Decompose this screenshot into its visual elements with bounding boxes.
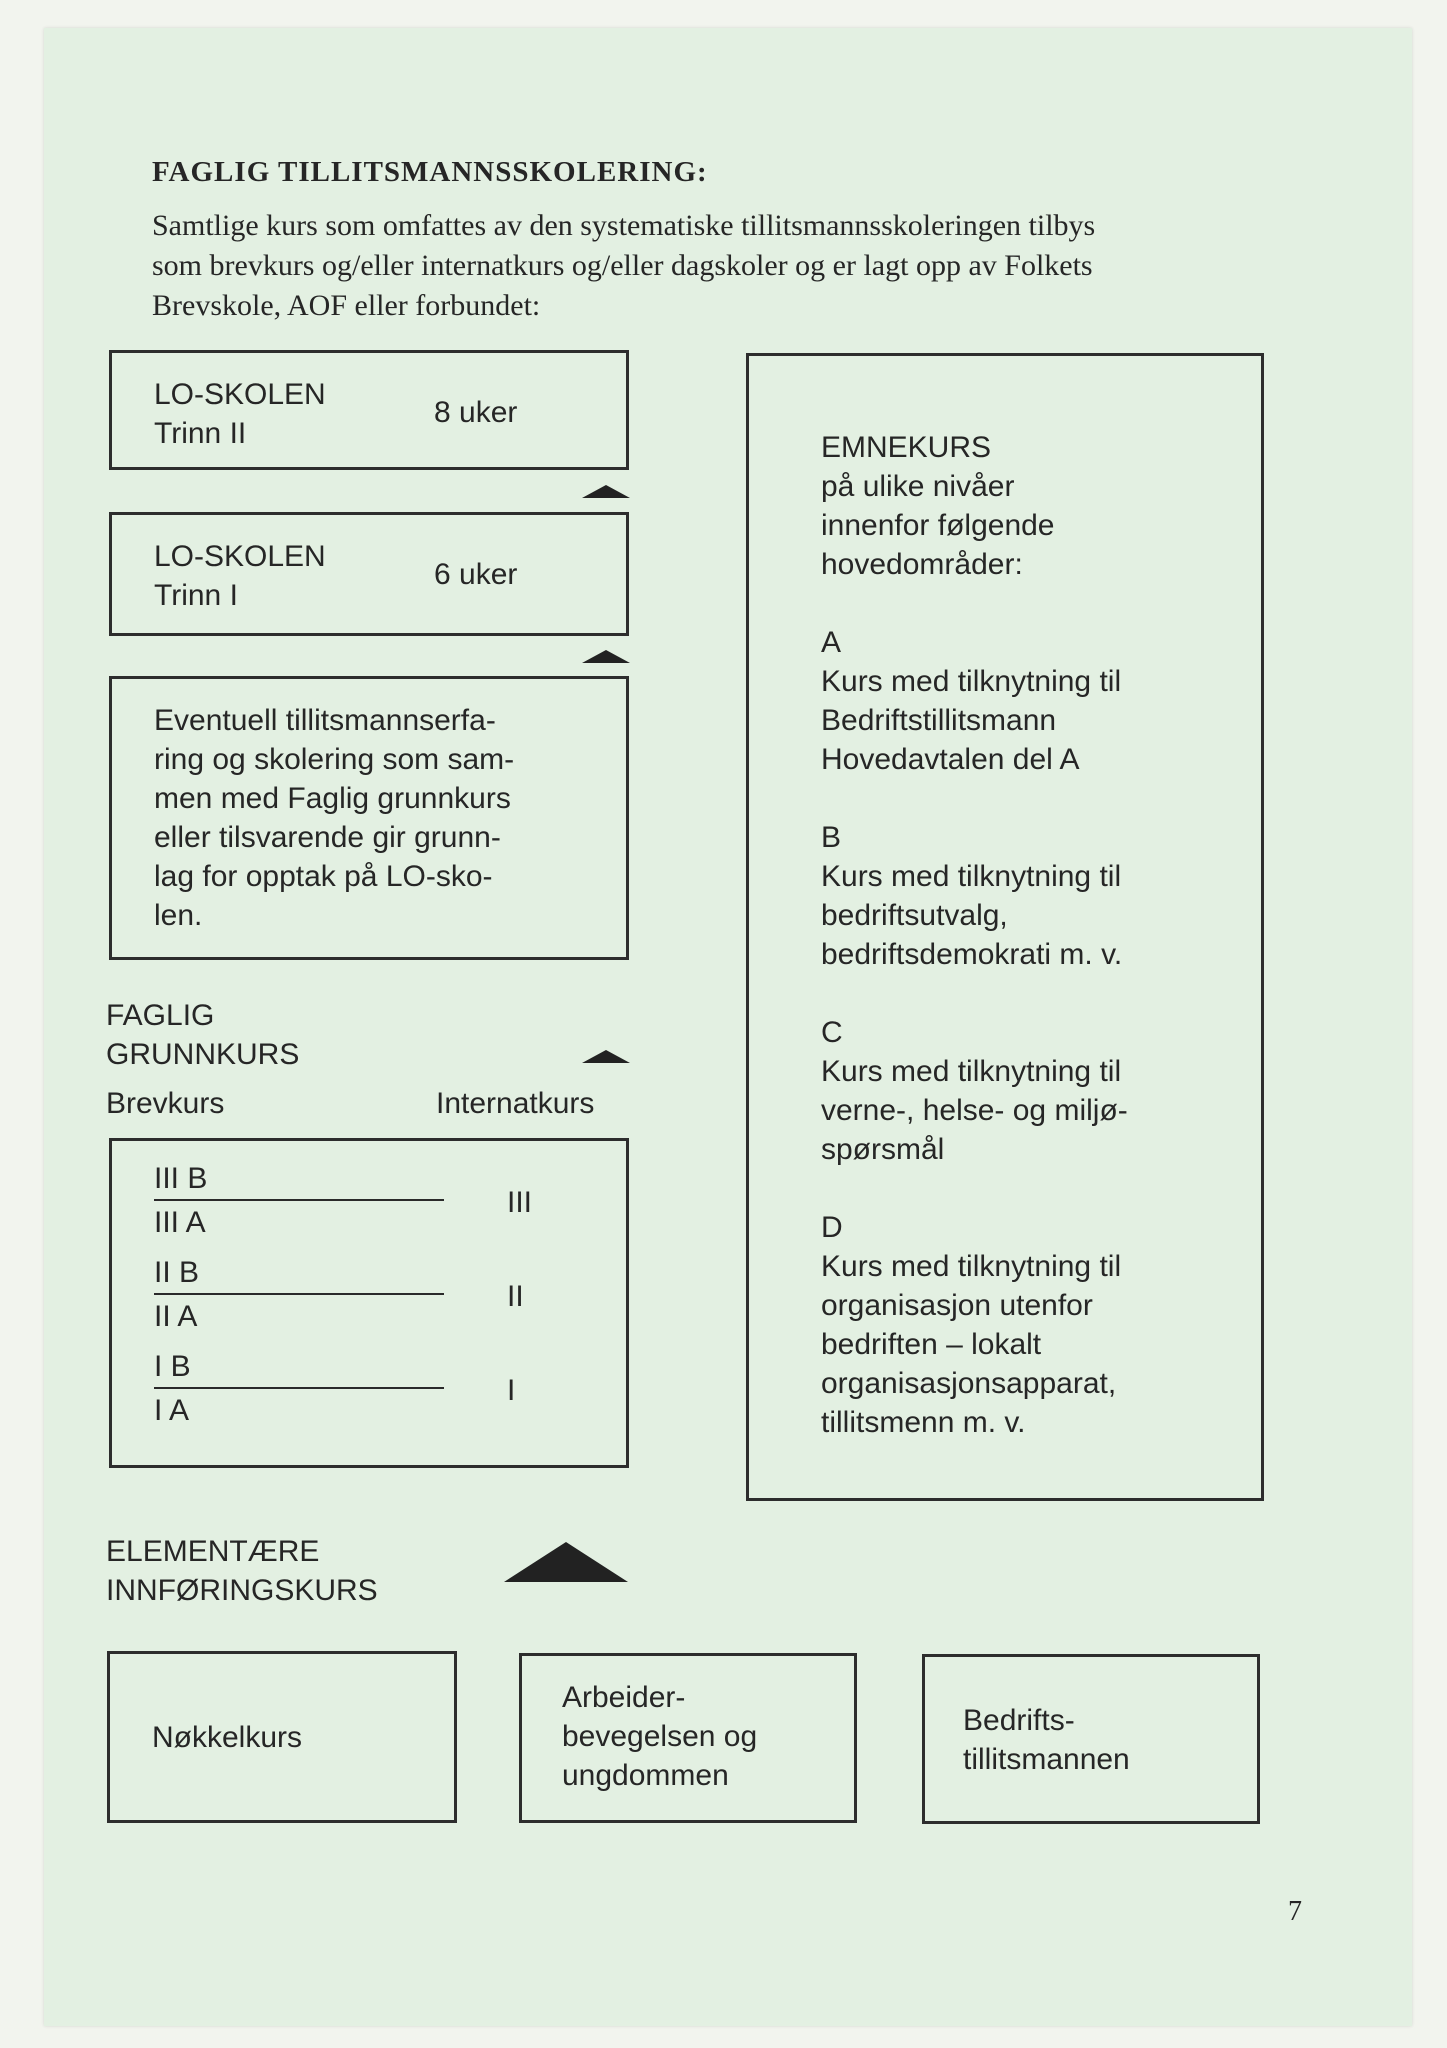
internatkurs-label: Internatkurs	[436, 1087, 595, 1120]
internat-level: III	[507, 1186, 533, 1219]
emnekurs-line: hovedområder:	[821, 548, 1023, 581]
page-number: 7	[1288, 1896, 1302, 1927]
lo-skolen-duration: 6 uker	[434, 558, 518, 591]
section-line: organisasjon utenfor	[821, 1289, 1093, 1322]
emnekurs-box	[746, 353, 1264, 1501]
bedriftstillitsmannen-box	[922, 1654, 1260, 1824]
internat-level: II	[507, 1280, 524, 1313]
intro-line: Brevskole, AOF eller forbundet:	[152, 289, 541, 322]
brevkurs-label: Brevkurs	[106, 1087, 225, 1120]
section-letter: B	[821, 821, 842, 854]
emnekurs-line: innenfor følgende	[821, 509, 1055, 542]
lo-skolen-level: Trinn II	[154, 417, 247, 450]
lo-skolen-title: LO-SKOLEN	[154, 378, 326, 411]
level-lower: I A	[154, 1394, 190, 1427]
lo-skolen-trinn2-box	[109, 350, 629, 470]
box-line: ungdommen	[562, 1759, 729, 1792]
section-line: bedriftsdemokrati m. v.	[821, 938, 1123, 971]
arrow-up-icon	[582, 485, 630, 498]
section-line: Bedriftstillitsmann	[821, 704, 1057, 737]
elementaere-line2: INNFØRINGSKURS	[106, 1574, 378, 1607]
level-upper: III B	[154, 1162, 208, 1195]
intro-paragraph	[152, 206, 1352, 326]
section-line: bedriften – lokalt	[821, 1328, 1042, 1361]
section-line: Hovedavtalen del A	[821, 743, 1080, 776]
eventuell-line: men med Faglig grunnkurs	[154, 782, 511, 815]
section-line: bedriftsutvalg,	[821, 899, 1008, 932]
arbeiderbevegelsen-box	[519, 1653, 857, 1823]
arbeiderbevegelsen-text	[562, 1678, 757, 1795]
eventuell-box	[109, 676, 629, 960]
level-upper: I B	[154, 1350, 191, 1383]
eventuell-line: Eventuell tillitsmannserfa-	[154, 704, 496, 737]
section-line: tillitsmenn m. v.	[821, 1406, 1026, 1439]
grunnkurs-box	[109, 1138, 629, 1468]
box-line: Arbeider-	[562, 1681, 686, 1714]
page-heading: FAGLIG TILLITSMANNSSKOLERING:	[152, 156, 708, 188]
nokkelkurs-box	[107, 1651, 457, 1823]
section-line: Kurs med tilknytning til	[821, 1055, 1122, 1088]
eventuell-line: len.	[154, 899, 203, 932]
grunnkurs-title-line1: FAGLIG	[106, 999, 215, 1032]
divider	[154, 1199, 444, 1201]
lo-skolen-trinn1-box	[109, 512, 629, 636]
lo-skolen-level: Trinn I	[154, 579, 238, 612]
section-line: Kurs med tilknytning til	[821, 860, 1122, 893]
eventuell-text	[154, 701, 594, 935]
arrow-up-icon	[504, 1542, 628, 1582]
intro-line: som brevkurs og/eller internatkurs og/eller dagskoler og er lagt opp av Folkets	[152, 249, 1093, 282]
level-lower: III A	[154, 1206, 206, 1239]
nokkelkurs-label: Nøkkelkurs	[152, 1721, 303, 1754]
level-upper: II B	[154, 1256, 200, 1289]
eventuell-line: eller tilsvarende gir grunn-	[154, 821, 501, 854]
emnekurs-line: på ulike nivåer	[821, 470, 1015, 503]
eventuell-line: ring og skolering som sam-	[154, 743, 515, 776]
section-line: Kurs med tilknytning til	[821, 665, 1122, 698]
emnekurs-title: EMNEKURS	[821, 431, 992, 464]
lo-skolen-title: LO-SKOLEN	[154, 540, 326, 573]
eventuell-line: lag for opptak på LO-sko-	[154, 860, 493, 893]
internat-level: I	[507, 1374, 516, 1407]
grunnkurs-title-line2: GRUNNKURS	[106, 1038, 300, 1071]
box-line: tillitsmannen	[963, 1743, 1130, 1776]
arrow-up-icon	[582, 1050, 630, 1063]
divider	[154, 1293, 444, 1295]
section-line: spørsmål	[821, 1133, 945, 1166]
section-letter: C	[821, 1016, 843, 1049]
box-line: Bedrifts-	[963, 1704, 1075, 1737]
section-line: verne-, helse- og miljø-	[821, 1094, 1128, 1127]
elementaere-line1: ELEMENTÆRE	[106, 1535, 320, 1568]
section-line: organisasjonsapparat,	[821, 1367, 1117, 1400]
level-lower: II A	[154, 1300, 198, 1333]
arrow-up-icon	[582, 650, 630, 663]
box-line: bevegelsen og	[562, 1720, 758, 1753]
section-letter: A	[821, 626, 842, 659]
emnekurs-text	[821, 428, 1251, 1442]
document-page	[44, 28, 1412, 2026]
divider	[154, 1387, 444, 1389]
lo-skolen-duration: 8 uker	[434, 396, 518, 429]
section-letter: D	[821, 1211, 843, 1244]
section-line: Kurs med tilknytning til	[821, 1250, 1122, 1283]
intro-line: Samtlige kurs som omfattes av den systematiske tillitsmannsskoleringen tilbys	[152, 209, 1096, 242]
bedriftstillitsmannen-text	[963, 1701, 1130, 1779]
